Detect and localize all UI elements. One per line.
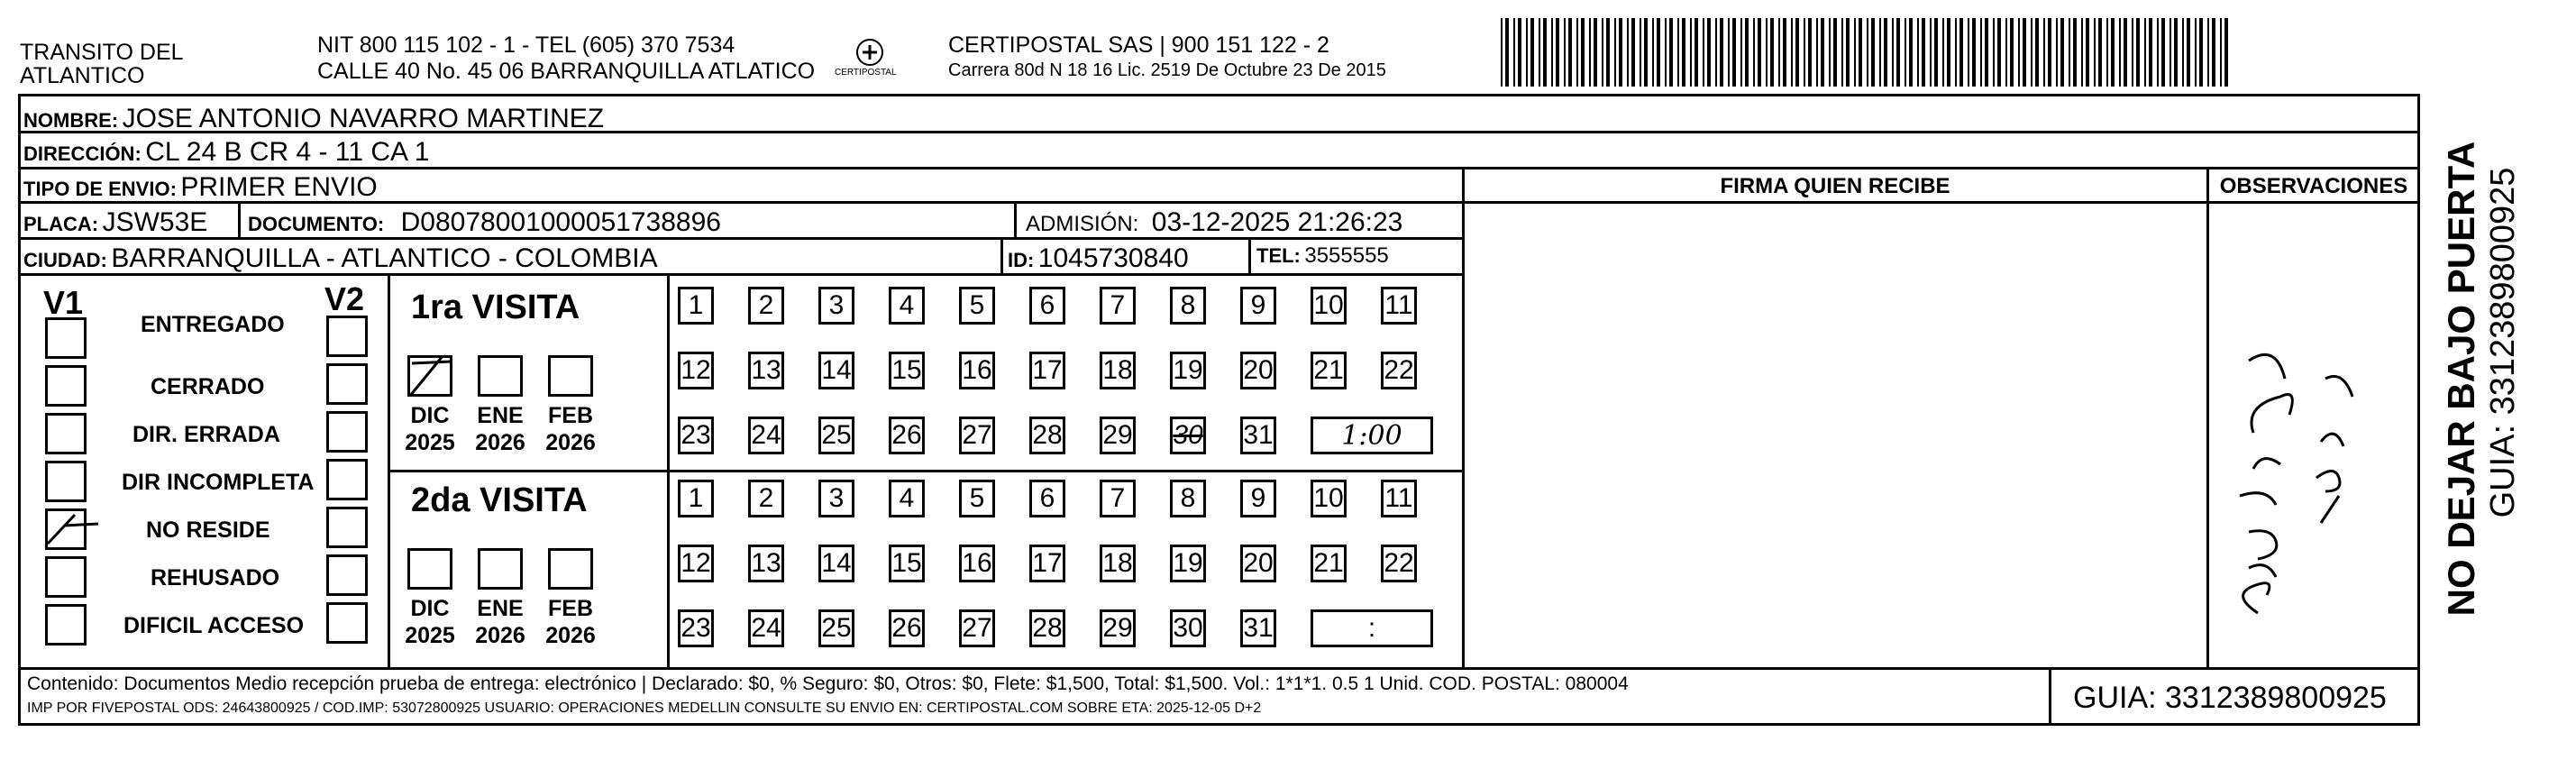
day-box-31[interactable]: 31 [1240,609,1276,647]
day-box-14[interactable]: 14 [818,545,854,582]
certipostal-logo [843,34,897,88]
tipo-envio-value: PRIMER ENVIO [180,172,378,202]
month-label: FEB 2026 [545,596,596,648]
day-box-8[interactable]: 8 [1170,287,1206,325]
day-box-12[interactable]: 12 [678,352,714,389]
placa-label: PLACA: [23,213,99,235]
footer-guia: GUIA: 3312389800925 [2073,681,2387,715]
day-box-25[interactable]: 25 [818,609,854,647]
ciudad-label: CIUDAD: [23,249,107,271]
day-box-3[interactable]: 3 [818,480,854,517]
placa-value: JSW53E [102,207,208,237]
day-box-21[interactable]: 21 [1311,545,1347,582]
day-box-22[interactable]: 22 [1381,545,1417,582]
day-box-19[interactable]: 19 [1170,545,1206,582]
id-label: ID: [1008,249,1035,271]
day-box-30[interactable]: 30 [1170,417,1206,454]
admision-field [1026,209,1402,236]
nombre-field [23,105,604,133]
day-box-23[interactable]: 23 [678,417,714,454]
day-box-10[interactable]: 10 [1311,480,1347,517]
day-box-1[interactable]: 1 [678,287,714,325]
nombre-value: JOSE ANTONIO NAVARRO MARTINEZ [122,104,605,133]
status-option-label: NO RESIDE [146,517,270,543]
month-label: FEB 2026 [545,403,596,455]
side-guia: GUIA: 3312389800925 [2484,167,2522,518]
day-box-26[interactable]: 26 [889,609,925,647]
day-box-15[interactable]: 15 [889,352,925,389]
day-box-11[interactable]: 11 [1381,287,1417,325]
day-box-4[interactable]: 4 [889,287,925,325]
sender-nit: NIT 800 115 102 - 1 - TEL (605) 370 7534 [317,32,735,58]
tel-label: TEL: [1256,244,1301,267]
day-box-18[interactable]: 18 [1100,545,1136,582]
visit-time-box[interactable]: : [1311,609,1433,647]
status-option-label: REHUSADO [151,565,280,591]
day-box-24[interactable]: 24 [748,417,784,454]
v2-checkbox[interactable] [326,602,368,644]
tel-value: 3555555 [1304,243,1389,268]
v2-checkbox[interactable] [326,363,368,405]
v2-checkbox[interactable] [326,411,368,453]
v2-checkbox[interactable] [326,554,368,596]
sender-name-line2: ATLANTICO [20,63,145,88]
documento-field [248,209,721,236]
barcode-icon [1501,18,2231,87]
check-mark-icon [44,508,107,549]
day-box-22[interactable]: 22 [1381,352,1417,389]
day-box-16[interactable]: 16 [959,352,995,389]
id-value: 1045730840 [1037,243,1189,273]
firma-header: FIRMA QUIEN RECIBE [1720,174,1950,198]
day-box-17[interactable]: 17 [1029,545,1065,582]
month-checkbox-ene[interactable] [478,355,523,397]
observaciones-header: OBSERVACIONES [2219,174,2408,198]
v1-checkbox[interactable] [45,604,87,646]
v2-header: V2 [324,280,365,317]
day-box-30[interactable]: 30 [1170,609,1206,647]
month-checkbox-ene[interactable] [478,548,523,590]
day-box-19[interactable]: 19 [1170,352,1206,389]
status-option-label: DIR INCOMPLETA [122,470,315,495]
certipostal-logo-icon [843,34,897,88]
license-line: Carrera 80d N 18 16 Lic. 2519 De Octubre 23 De 2015 [948,60,1386,80]
visit-title: 1ra VISITA [411,288,580,326]
sender-name-line1: TRANSITO DEL [20,40,184,65]
month-label: ENE 2026 [475,403,525,455]
day-box-24[interactable]: 24 [748,609,784,647]
month-label: DIC 2025 [405,596,455,648]
day-box-6[interactable]: 6 [1029,480,1065,517]
day-box-9[interactable]: 9 [1240,480,1276,517]
logo-caption: CERTIPOSTAL [835,68,897,78]
check-mark-icon [406,354,457,399]
day-box-5[interactable]: 5 [959,287,995,325]
day-box-13[interactable]: 13 [748,352,784,389]
tel-field [1256,245,1389,267]
month-label: ENE 2026 [475,596,525,648]
tipo-envio-label: TIPO DE ENVIO: [23,178,177,200]
admision-value: 03-12-2025 21:26:23 [1151,207,1403,237]
placa-field [23,209,207,236]
v1-header: V1 [43,284,84,321]
day-box-25[interactable]: 25 [818,417,854,454]
tipo-envio-field [23,174,378,201]
month-checkbox-feb[interactable] [548,355,593,397]
footer-content-line: Contenido: Documentos Medio recepción prueba de entrega: electrónico | Declarado: $0, % Seguro: $0, Otros: $0, Flete: $1,500, Total: $1,500. Vol.: 1*1*1. 0.5 1 Unid. COD. POSTAL: 080004 [27,673,1629,694]
month-checkbox-dic[interactable] [407,548,452,590]
day-box-27[interactable]: 27 [959,609,995,647]
day-box-7[interactable]: 7 [1100,287,1136,325]
v1-checkbox[interactable] [45,461,87,502]
day-box-13[interactable]: 13 [748,545,784,582]
day-box-9[interactable]: 9 [1240,287,1276,325]
day-box-20[interactable]: 20 [1240,545,1276,582]
direccion-label: DIRECCIÓN: [23,142,142,165]
month-checkbox-feb[interactable] [548,548,593,590]
footer-imp-line: IMP POR FIVEPOSTAL ODS: 24643800925 / COD.IMP: 53072800925 USUARIO: OPERACIONES MEDELLIN CONSULTE SU ENVIO EN: CERTIPOSTAL.COM SOBRE ETA: 2025-12-05 D+2 [27,700,1262,716]
day-box-15[interactable]: 15 [889,545,925,582]
v2-checkbox[interactable] [326,507,368,548]
day-box-16[interactable]: 16 [959,545,995,582]
day-box-14[interactable]: 14 [818,352,854,389]
day-box-29[interactable]: 29 [1100,609,1136,647]
day-box-21[interactable]: 21 [1311,352,1347,389]
day-box-11[interactable]: 11 [1381,480,1417,517]
ciudad-value: BARRANQUILLA - ATLANTICO - COLOMBIA [111,243,658,273]
id-field [1008,245,1189,272]
v1-checkbox[interactable] [45,365,87,407]
month-label: DIC 2025 [405,403,455,455]
day-box-27[interactable]: 27 [959,417,995,454]
day-box-1[interactable]: 1 [678,480,714,517]
day-box-26[interactable]: 26 [889,417,925,454]
direccion-field [23,139,429,166]
day-box-2[interactable]: 2 [748,287,784,325]
visit-time-box[interactable]: 1:00 [1311,417,1433,454]
visit-title: 2da VISITA [411,481,588,519]
status-option-label: DIR. ERRADA [132,422,280,447]
day-box-3[interactable]: 3 [818,287,854,325]
ciudad-field [23,245,658,272]
barcode [1501,18,2231,87]
v1-checkbox[interactable] [45,413,87,454]
day-box-2[interactable]: 2 [748,480,784,517]
day-box-31[interactable]: 31 [1240,417,1276,454]
day-box-20[interactable]: 20 [1240,352,1276,389]
company-line: CERTIPOSTAL SAS | 900 151 122 - 2 [948,32,1329,58]
direccion-value: CL 24 B CR 4 - 11 CA 1 [145,137,430,167]
day-box-18[interactable]: 18 [1100,352,1136,389]
day-box-6[interactable]: 6 [1029,287,1065,325]
observaciones-handwriting [2213,325,2393,631]
sender-address: CALLE 40 No. 45 06 BARRANQUILLA ATLATICO [317,59,816,84]
day-box-23[interactable]: 23 [678,609,714,647]
day-box-17[interactable]: 17 [1029,352,1065,389]
day-box-10[interactable]: 10 [1311,287,1347,325]
month-checkbox-dic[interactable] [407,355,452,397]
documento-value: D08078001000051738896 [400,207,721,237]
status-option-label: CERRADO [151,374,265,399]
v1-checkbox[interactable] [45,317,87,359]
day-box-4[interactable]: 4 [889,480,925,517]
day-box-28[interactable]: 28 [1029,417,1065,454]
admision-label: ADMISIÓN: [1026,212,1139,236]
v1-checkbox[interactable] [45,556,87,598]
status-option-label: DIFICIL ACCESO [123,613,305,638]
v2-checkbox[interactable] [326,316,368,357]
v2-checkbox[interactable] [326,459,368,500]
status-option-label: ENTREGADO [141,312,285,337]
day-box-5[interactable]: 5 [959,480,995,517]
side-warning: NO DEJAR BAJO PUERTA [2440,141,2482,617]
day-box-28[interactable]: 28 [1029,609,1065,647]
day-box-29[interactable]: 29 [1100,417,1136,454]
documento-label: DOCUMENTO: [248,213,385,235]
v1-checkbox[interactable] [45,508,87,550]
nombre-label: NOMBRE: [23,109,119,132]
day-box-12[interactable]: 12 [678,545,714,582]
day-box-7[interactable]: 7 [1100,480,1136,517]
day-box-8[interactable]: 8 [1170,480,1206,517]
